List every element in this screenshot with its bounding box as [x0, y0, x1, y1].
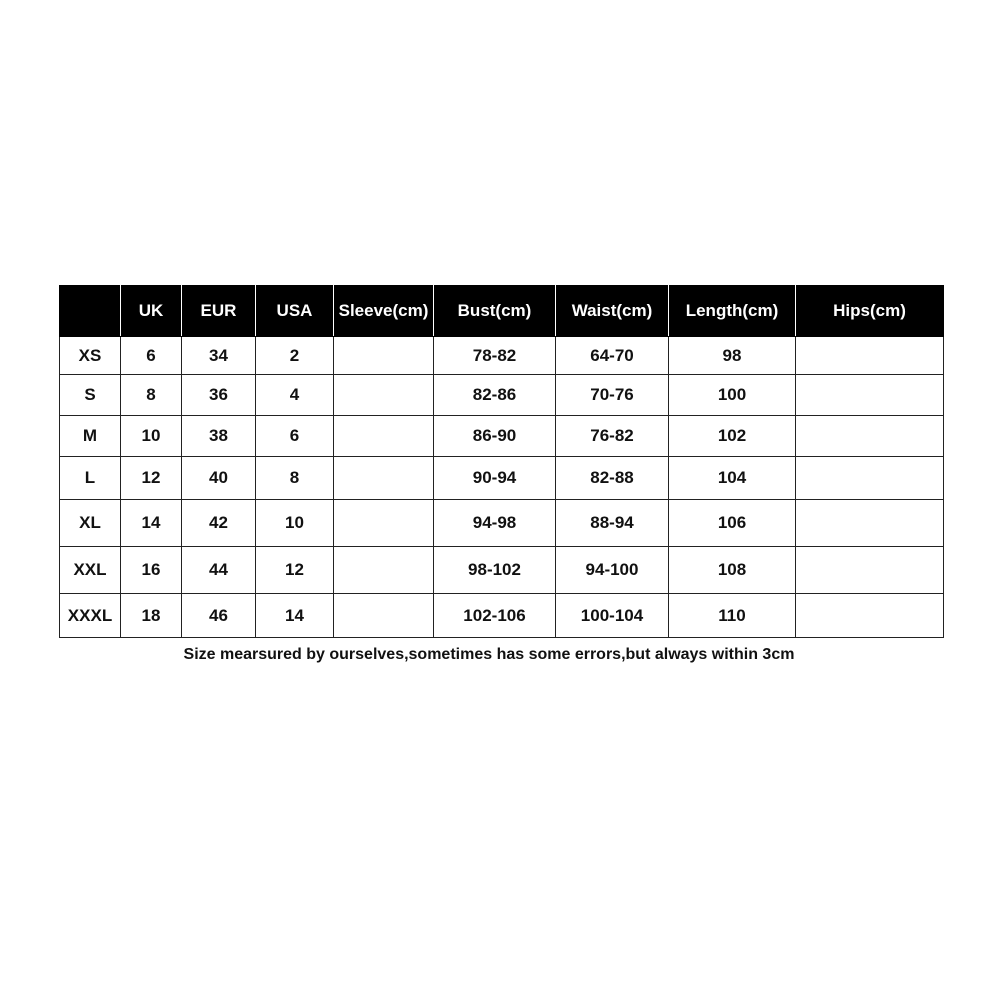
table-cell [796, 416, 944, 457]
table-cell: 8 [256, 457, 334, 500]
table-cell [796, 594, 944, 638]
table-header-row [60, 286, 944, 337]
table-cell [334, 375, 434, 416]
table-cell [334, 547, 434, 594]
table-cell: 14 [121, 500, 182, 547]
table-row [60, 337, 944, 375]
table-cell [796, 547, 944, 594]
table-cell: 104 [669, 457, 796, 500]
table-cell: S [60, 375, 121, 416]
header-cell-uk: UK [121, 286, 182, 337]
table-cell: 40 [182, 457, 256, 500]
size-chart-table [59, 285, 944, 638]
table-cell: 100-104 [556, 594, 669, 638]
table-cell: 90-94 [434, 457, 556, 500]
table-cell: 98 [669, 337, 796, 375]
table-row [60, 457, 944, 500]
table-cell: 42 [182, 500, 256, 547]
table-cell: 10 [121, 416, 182, 457]
table-cell: 16 [121, 547, 182, 594]
header-cell-waist: Waist(cm) [556, 286, 669, 337]
table-row [60, 416, 944, 457]
table-cell: 82-88 [556, 457, 669, 500]
table-cell [796, 375, 944, 416]
table-cell: 82-86 [434, 375, 556, 416]
header-cell-eur: EUR [182, 286, 256, 337]
header-cell-length: Length(cm) [669, 286, 796, 337]
table-row [60, 375, 944, 416]
table-cell [334, 457, 434, 500]
table-cell: 86-90 [434, 416, 556, 457]
header-cell-bust: Bust(cm) [434, 286, 556, 337]
table-cell: 46 [182, 594, 256, 638]
table-cell: 78-82 [434, 337, 556, 375]
table-cell: 64-70 [556, 337, 669, 375]
header-cell-usa: USA [256, 286, 334, 337]
table-cell: XXL [60, 547, 121, 594]
table-cell: 94-100 [556, 547, 669, 594]
measurement-note: Size mearsured by ourselves,sometimes has some errors,but always within 3cm [183, 646, 795, 663]
table-cell: 110 [669, 594, 796, 638]
table-cell: M [60, 416, 121, 457]
table-cell: 36 [182, 375, 256, 416]
table-cell: L [60, 457, 121, 500]
table-cell: 12 [121, 457, 182, 500]
table-cell: 88-94 [556, 500, 669, 547]
table-cell: 100 [669, 375, 796, 416]
table-cell: 70-76 [556, 375, 669, 416]
table-cell: 2 [256, 337, 334, 375]
table-cell: 4 [256, 375, 334, 416]
table-cell: 6 [256, 416, 334, 457]
table-cell [334, 337, 434, 375]
table-cell: 108 [669, 547, 796, 594]
table-cell: XL [60, 500, 121, 547]
table-cell: 6 [121, 337, 182, 375]
table-row [60, 594, 944, 638]
table-cell: 12 [256, 547, 334, 594]
table-row [60, 500, 944, 547]
table-cell: 94-98 [434, 500, 556, 547]
table-cell [796, 457, 944, 500]
header-cell-sleeve: Sleeve(cm) [334, 286, 434, 337]
table-cell: 34 [182, 337, 256, 375]
table-cell: 10 [256, 500, 334, 547]
table-cell [334, 594, 434, 638]
table-cell: 76-82 [556, 416, 669, 457]
header-cell-size [60, 286, 121, 337]
table-cell [334, 500, 434, 547]
table-cell: XS [60, 337, 121, 375]
table-cell: 102-106 [434, 594, 556, 638]
table-row [60, 547, 944, 594]
table-cell: 102 [669, 416, 796, 457]
table-cell: 44 [182, 547, 256, 594]
table-cell: 18 [121, 594, 182, 638]
table-cell: 38 [182, 416, 256, 457]
table-cell [796, 337, 944, 375]
table-cell [796, 500, 944, 547]
table-cell: 14 [256, 594, 334, 638]
table-cell: 106 [669, 500, 796, 547]
table-cell: 98-102 [434, 547, 556, 594]
header-cell-hips: Hips(cm) [796, 286, 944, 337]
table-cell [334, 416, 434, 457]
table-cell: XXXL [60, 594, 121, 638]
table-cell: 8 [121, 375, 182, 416]
